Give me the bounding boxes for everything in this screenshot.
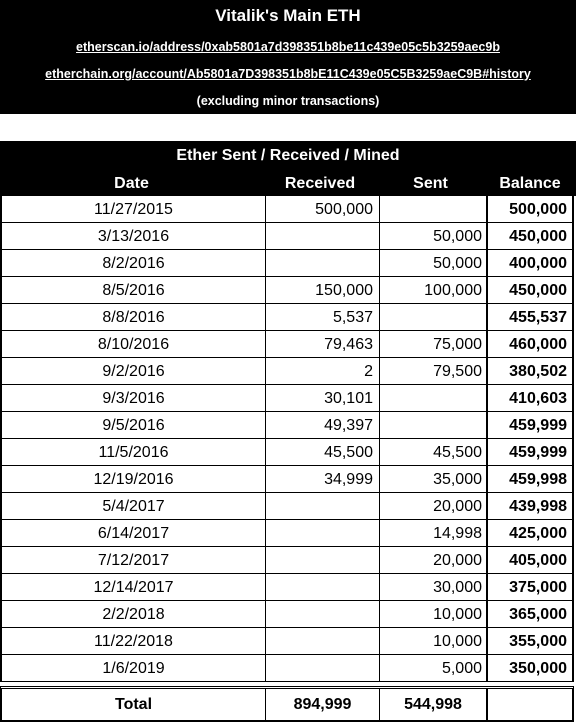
cell-date: 12/19/2016 [2, 466, 265, 493]
cell-date: 9/3/2016 [2, 385, 265, 412]
column-header-sent: Sent [413, 175, 448, 192]
cell-received [265, 547, 379, 574]
column-header-received: Received [284, 175, 356, 192]
cell-balance: 460,000 [486, 331, 572, 358]
table-caption: Ether Sent / Received / Mined [176, 147, 400, 164]
table-row [0, 574, 574, 601]
cell-sent [379, 385, 486, 412]
cell-sent: 10,000 [379, 628, 486, 655]
total-balance [486, 689, 572, 720]
cell-received: 5,537 [265, 304, 379, 331]
cell-date: 11/22/2018 [2, 628, 265, 655]
cell-sent: 50,000 [379, 250, 486, 277]
table-row [0, 439, 574, 466]
cell-date: 5/4/2017 [2, 493, 265, 520]
table-row [0, 250, 574, 277]
cell-received [265, 628, 379, 655]
cell-date: 7/12/2017 [2, 547, 265, 574]
cell-balance: 350,000 [486, 655, 572, 682]
cell-balance: 459,999 [486, 439, 572, 466]
cell-balance: 405,000 [486, 547, 572, 574]
cell-date: 2/2/2018 [2, 601, 265, 628]
cell-sent [379, 196, 486, 223]
cell-date: 8/5/2016 [2, 277, 265, 304]
table-row [0, 412, 574, 439]
cell-balance: 439,998 [486, 493, 572, 520]
table-row [0, 493, 574, 520]
cell-sent: 5,000 [379, 655, 486, 682]
table-row [0, 277, 574, 304]
column-header-balance: Balance [499, 175, 561, 192]
cell-sent: 50,000 [379, 223, 486, 250]
cell-sent: 20,000 [379, 493, 486, 520]
table-row [0, 223, 574, 250]
cell-balance: 380,502 [486, 358, 572, 385]
table-row [0, 628, 574, 655]
cell-date: 8/2/2016 [2, 250, 265, 277]
cell-date: 8/8/2016 [2, 304, 265, 331]
cell-received [265, 520, 379, 547]
cell-date: 9/5/2016 [2, 412, 265, 439]
etherchain-link[interactable]: etherchain.org/account/Ab5801a7D398351b8bE11C439e05C5B3259aeC9B#history [45, 67, 531, 81]
total-label: Total [114, 696, 153, 713]
cell-sent: 14,998 [379, 520, 486, 547]
cell-balance: 455,537 [486, 304, 572, 331]
cell-received: 30,101 [265, 385, 379, 412]
table-header [0, 141, 576, 196]
cell-balance: 459,998 [486, 466, 572, 493]
cell-date: 6/14/2017 [2, 520, 265, 547]
cell-date: 3/13/2016 [2, 223, 265, 250]
cell-date: 11/5/2016 [2, 439, 265, 466]
cell-sent: 30,000 [379, 574, 486, 601]
cell-date: 8/10/2016 [2, 331, 265, 358]
cell-received [265, 601, 379, 628]
table-row [0, 601, 574, 628]
transactions-table [0, 141, 576, 720]
header-banner [0, 0, 576, 114]
table-row [0, 655, 574, 682]
cell-received: 49,397 [265, 412, 379, 439]
cell-received [265, 574, 379, 601]
cell-balance: 365,000 [486, 601, 572, 628]
cell-balance: 410,603 [486, 385, 572, 412]
cell-received: 79,463 [265, 331, 379, 358]
cell-received [265, 655, 379, 682]
cell-sent: 100,000 [379, 277, 486, 304]
cell-balance: 500,000 [486, 196, 572, 223]
cell-sent: 10,000 [379, 601, 486, 628]
cell-received: 34,999 [265, 466, 379, 493]
table-row [0, 358, 574, 385]
table-row [0, 466, 574, 493]
table-row [0, 196, 574, 223]
cell-sent: 75,000 [379, 331, 486, 358]
table-row [0, 547, 574, 574]
cell-received: 500,000 [265, 196, 379, 223]
total-received: 894,999 [265, 689, 379, 720]
cell-balance: 375,000 [486, 574, 572, 601]
cell-date: 9/2/2016 [2, 358, 265, 385]
cell-received [265, 223, 379, 250]
cell-date: 1/6/2019 [2, 655, 265, 682]
header-note: (excluding minor transactions) [196, 94, 380, 108]
cell-sent: 35,000 [379, 466, 486, 493]
cell-sent [379, 412, 486, 439]
cell-sent: 20,000 [379, 547, 486, 574]
cell-balance: 450,000 [486, 277, 572, 304]
cell-received: 2 [265, 358, 379, 385]
cell-balance: 400,000 [486, 250, 572, 277]
page-title: Vitalik's Main ETH [215, 6, 361, 25]
table-row [0, 331, 574, 358]
total-sent: 544,998 [379, 689, 486, 720]
cell-balance: 355,000 [486, 628, 572, 655]
cell-date: 12/14/2017 [2, 574, 265, 601]
cell-sent: 45,500 [379, 439, 486, 466]
cell-sent: 79,500 [379, 358, 486, 385]
table-row [0, 385, 574, 412]
cell-date: 11/27/2015 [2, 196, 265, 223]
table-row [0, 520, 574, 547]
cell-balance: 459,999 [486, 412, 572, 439]
total-row [0, 686, 574, 722]
column-header-date: Date [114, 175, 149, 192]
cell-balance: 450,000 [486, 223, 572, 250]
cell-received: 150,000 [265, 277, 379, 304]
cell-sent [379, 304, 486, 331]
etherscan-link[interactable]: etherscan.io/address/0xab5801a7d398351b8be11c439e05c5b3259aec9b [76, 40, 500, 54]
table-row [0, 304, 574, 331]
cell-received: 45,500 [265, 439, 379, 466]
cell-received [265, 250, 379, 277]
cell-balance: 425,000 [486, 520, 572, 547]
cell-received [265, 493, 379, 520]
